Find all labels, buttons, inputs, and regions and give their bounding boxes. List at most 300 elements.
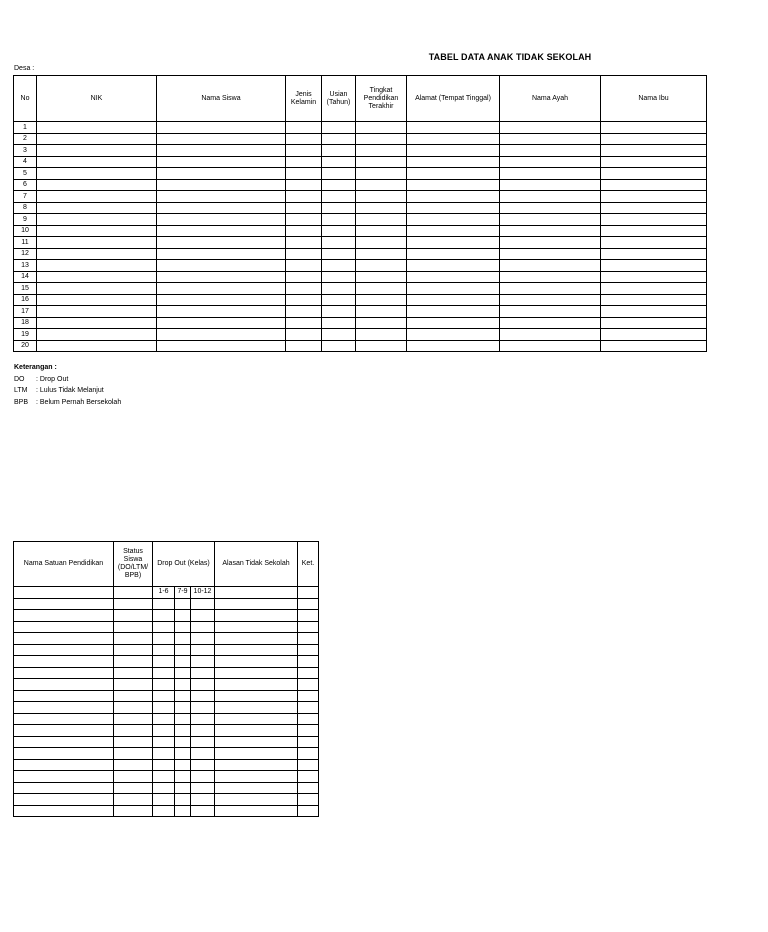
table-cell[interactable] bbox=[322, 145, 356, 157]
table-cell[interactable] bbox=[153, 679, 175, 691]
table-cell[interactable] bbox=[215, 759, 298, 771]
table-cell[interactable] bbox=[14, 771, 114, 783]
table-cell[interactable] bbox=[215, 805, 298, 817]
table-cell[interactable] bbox=[175, 805, 191, 817]
table-cell[interactable] bbox=[157, 329, 286, 341]
table-cell[interactable] bbox=[153, 725, 175, 737]
table-cell[interactable] bbox=[191, 656, 215, 668]
table-cell[interactable] bbox=[14, 702, 114, 714]
table-cell[interactable] bbox=[322, 329, 356, 341]
table-cell[interactable] bbox=[286, 214, 322, 226]
table-cell[interactable] bbox=[298, 725, 319, 737]
table-cell[interactable] bbox=[407, 133, 500, 145]
table-cell[interactable] bbox=[14, 805, 114, 817]
table-cell[interactable] bbox=[215, 782, 298, 794]
table-cell[interactable] bbox=[175, 759, 191, 771]
table-cell[interactable] bbox=[114, 610, 153, 622]
table-cell[interactable] bbox=[157, 283, 286, 295]
table-row bbox=[14, 317, 707, 329]
table-cell[interactable] bbox=[114, 633, 153, 645]
table-cell bbox=[215, 587, 298, 599]
table-cell[interactable] bbox=[153, 702, 175, 714]
table-cell[interactable] bbox=[157, 237, 286, 249]
table-row bbox=[14, 610, 319, 622]
table-cell[interactable] bbox=[114, 771, 153, 783]
table-cell[interactable] bbox=[298, 667, 319, 679]
table-cell[interactable] bbox=[286, 317, 322, 329]
table-cell[interactable] bbox=[175, 794, 191, 806]
table-cell[interactable] bbox=[215, 667, 298, 679]
table-cell[interactable] bbox=[37, 202, 157, 214]
table-cell[interactable] bbox=[37, 271, 157, 283]
table-cell[interactable] bbox=[500, 225, 601, 237]
table-cell[interactable] bbox=[37, 329, 157, 341]
table-cell[interactable] bbox=[191, 598, 215, 610]
table-cell[interactable] bbox=[500, 202, 601, 214]
row-number: 11 bbox=[14, 237, 37, 249]
table-cell[interactable] bbox=[14, 598, 114, 610]
table-cell[interactable] bbox=[114, 702, 153, 714]
table-cell[interactable] bbox=[298, 759, 319, 771]
table-cell[interactable] bbox=[601, 260, 707, 272]
table-cell[interactable] bbox=[14, 644, 114, 656]
table-cell[interactable] bbox=[114, 667, 153, 679]
table-cell[interactable] bbox=[286, 145, 322, 157]
table-cell[interactable] bbox=[191, 644, 215, 656]
table-cell[interactable] bbox=[37, 191, 157, 203]
table-cell[interactable] bbox=[114, 656, 153, 668]
table-cell[interactable] bbox=[37, 214, 157, 226]
table-cell[interactable] bbox=[322, 122, 356, 134]
table-cell[interactable] bbox=[157, 306, 286, 318]
table-cell[interactable] bbox=[37, 237, 157, 249]
table-cell[interactable] bbox=[500, 260, 601, 272]
table-cell[interactable] bbox=[298, 736, 319, 748]
table-cell[interactable] bbox=[500, 271, 601, 283]
table-cell[interactable] bbox=[114, 725, 153, 737]
table-cell[interactable] bbox=[322, 340, 356, 352]
table-cell[interactable] bbox=[322, 133, 356, 145]
table-cell[interactable] bbox=[215, 610, 298, 622]
table-cell[interactable] bbox=[157, 225, 286, 237]
table-cell[interactable] bbox=[37, 283, 157, 295]
table-cell[interactable] bbox=[215, 690, 298, 702]
table-cell[interactable] bbox=[215, 725, 298, 737]
table-cell[interactable] bbox=[157, 133, 286, 145]
table-cell[interactable] bbox=[37, 156, 157, 168]
table-cell[interactable] bbox=[153, 713, 175, 725]
table-cell[interactable] bbox=[286, 133, 322, 145]
table-cell[interactable] bbox=[114, 644, 153, 656]
table-cell[interactable] bbox=[500, 283, 601, 295]
table-cell[interactable] bbox=[153, 610, 175, 622]
table-cell[interactable] bbox=[500, 294, 601, 306]
table-cell[interactable] bbox=[298, 805, 319, 817]
table-cell[interactable] bbox=[14, 690, 114, 702]
table-cell[interactable] bbox=[298, 782, 319, 794]
table-cell[interactable] bbox=[14, 679, 114, 691]
table-cell[interactable] bbox=[500, 122, 601, 134]
table-cell[interactable] bbox=[114, 598, 153, 610]
table-cell[interactable] bbox=[153, 633, 175, 645]
table-cell[interactable] bbox=[322, 225, 356, 237]
table-cell[interactable] bbox=[215, 679, 298, 691]
table-cell[interactable] bbox=[157, 191, 286, 203]
table-cell[interactable] bbox=[37, 225, 157, 237]
table-cell[interactable] bbox=[175, 748, 191, 760]
table-cell[interactable] bbox=[601, 306, 707, 318]
table-cell[interactable] bbox=[37, 340, 157, 352]
table-cell[interactable] bbox=[175, 771, 191, 783]
table-cell[interactable] bbox=[157, 156, 286, 168]
table-cell[interactable] bbox=[322, 237, 356, 249]
table-cell[interactable] bbox=[286, 283, 322, 295]
table-cell[interactable] bbox=[114, 794, 153, 806]
table-cell[interactable] bbox=[153, 598, 175, 610]
table-cell[interactable] bbox=[153, 771, 175, 783]
table-cell[interactable] bbox=[601, 122, 707, 134]
table-cell[interactable] bbox=[407, 237, 500, 249]
table-cell[interactable] bbox=[500, 168, 601, 180]
table-cell[interactable] bbox=[37, 306, 157, 318]
table-cell[interactable] bbox=[215, 598, 298, 610]
table-cell[interactable] bbox=[407, 202, 500, 214]
table-cell[interactable] bbox=[153, 759, 175, 771]
table-cell[interactable] bbox=[407, 156, 500, 168]
table-cell[interactable] bbox=[286, 340, 322, 352]
table-cell[interactable] bbox=[157, 248, 286, 260]
table-cell[interactable] bbox=[286, 122, 322, 134]
table-cell[interactable] bbox=[37, 133, 157, 145]
row-number: 4 bbox=[14, 156, 37, 168]
table-cell[interactable] bbox=[114, 748, 153, 760]
table-cell[interactable] bbox=[157, 214, 286, 226]
table-cell[interactable] bbox=[175, 725, 191, 737]
table-cell[interactable] bbox=[153, 656, 175, 668]
table-cell[interactable] bbox=[407, 122, 500, 134]
table-cell[interactable] bbox=[407, 145, 500, 157]
table-cell[interactable] bbox=[356, 271, 407, 283]
table-cell[interactable] bbox=[175, 736, 191, 748]
table-cell[interactable] bbox=[175, 667, 191, 679]
table-cell[interactable] bbox=[356, 122, 407, 134]
table-cell[interactable] bbox=[37, 260, 157, 272]
table-cell[interactable] bbox=[114, 805, 153, 817]
table-cell[interactable] bbox=[356, 191, 407, 203]
table-cell[interactable] bbox=[215, 621, 298, 633]
table-cell[interactable] bbox=[407, 179, 500, 191]
table-cell[interactable] bbox=[286, 306, 322, 318]
table-cell[interactable] bbox=[500, 133, 601, 145]
table-cell[interactable] bbox=[153, 667, 175, 679]
table-cell[interactable] bbox=[191, 759, 215, 771]
table-cell[interactable] bbox=[215, 644, 298, 656]
table-cell[interactable] bbox=[153, 805, 175, 817]
table-cell[interactable] bbox=[14, 633, 114, 645]
table-cell[interactable] bbox=[356, 248, 407, 260]
table-cell[interactable] bbox=[175, 713, 191, 725]
table-cell[interactable] bbox=[601, 340, 707, 352]
table-cell[interactable] bbox=[153, 736, 175, 748]
table-cell[interactable] bbox=[298, 690, 319, 702]
table-cell[interactable] bbox=[407, 260, 500, 272]
table-cell[interactable] bbox=[191, 690, 215, 702]
table-cell[interactable] bbox=[601, 168, 707, 180]
table-cell[interactable] bbox=[407, 294, 500, 306]
table-cell[interactable] bbox=[14, 736, 114, 748]
table-cell[interactable] bbox=[157, 317, 286, 329]
table-cell[interactable] bbox=[356, 156, 407, 168]
table-cell[interactable] bbox=[153, 782, 175, 794]
table-cell[interactable] bbox=[157, 202, 286, 214]
table-cell[interactable] bbox=[286, 156, 322, 168]
table-cell[interactable] bbox=[286, 294, 322, 306]
table-cell[interactable] bbox=[157, 271, 286, 283]
table-cell[interactable] bbox=[356, 214, 407, 226]
table-cell[interactable] bbox=[298, 702, 319, 714]
table-cell[interactable] bbox=[500, 317, 601, 329]
table-cell[interactable] bbox=[286, 329, 322, 341]
table-cell[interactable] bbox=[356, 145, 407, 157]
table-cell[interactable] bbox=[175, 633, 191, 645]
table-cell[interactable] bbox=[215, 794, 298, 806]
table-cell[interactable] bbox=[601, 202, 707, 214]
table-cell[interactable] bbox=[14, 621, 114, 633]
table-cell[interactable] bbox=[175, 702, 191, 714]
table-cell[interactable] bbox=[215, 702, 298, 714]
table-cell[interactable] bbox=[14, 725, 114, 737]
table-cell[interactable] bbox=[14, 667, 114, 679]
table-cell[interactable] bbox=[322, 271, 356, 283]
table-cell[interactable] bbox=[215, 736, 298, 748]
table-cell[interactable] bbox=[356, 237, 407, 249]
table-cell[interactable] bbox=[191, 771, 215, 783]
table-cell[interactable] bbox=[500, 179, 601, 191]
table-cell[interactable] bbox=[322, 317, 356, 329]
table-cell[interactable] bbox=[322, 260, 356, 272]
table-cell[interactable] bbox=[114, 690, 153, 702]
table-cell[interactable] bbox=[191, 702, 215, 714]
table-cell[interactable] bbox=[407, 248, 500, 260]
table-cell[interactable] bbox=[191, 713, 215, 725]
table-cell[interactable] bbox=[407, 225, 500, 237]
table-cell[interactable] bbox=[407, 283, 500, 295]
table-cell[interactable] bbox=[37, 317, 157, 329]
table-cell[interactable] bbox=[37, 248, 157, 260]
table-cell[interactable] bbox=[601, 133, 707, 145]
table-cell[interactable] bbox=[500, 329, 601, 341]
table-cell[interactable] bbox=[322, 306, 356, 318]
table-cell[interactable] bbox=[191, 667, 215, 679]
table-cell[interactable] bbox=[601, 191, 707, 203]
table-cell[interactable] bbox=[601, 283, 707, 295]
table-cell[interactable] bbox=[175, 782, 191, 794]
table-cell[interactable] bbox=[298, 621, 319, 633]
table-cell[interactable] bbox=[286, 260, 322, 272]
table-cell[interactable] bbox=[153, 690, 175, 702]
table-cell[interactable] bbox=[298, 644, 319, 656]
table-cell[interactable] bbox=[37, 179, 157, 191]
table-cell[interactable] bbox=[114, 621, 153, 633]
table-cell[interactable] bbox=[500, 191, 601, 203]
table-cell[interactable] bbox=[215, 713, 298, 725]
table-cell[interactable] bbox=[175, 656, 191, 668]
table-cell[interactable] bbox=[14, 713, 114, 725]
table-cell[interactable] bbox=[191, 633, 215, 645]
table-cell[interactable] bbox=[500, 306, 601, 318]
table-cell[interactable] bbox=[191, 679, 215, 691]
table-cell[interactable] bbox=[298, 794, 319, 806]
table-cell[interactable] bbox=[14, 656, 114, 668]
table-cell[interactable] bbox=[157, 168, 286, 180]
table-cell[interactable] bbox=[356, 260, 407, 272]
table-cell[interactable] bbox=[356, 168, 407, 180]
table-cell[interactable] bbox=[175, 610, 191, 622]
table-cell[interactable] bbox=[191, 725, 215, 737]
table-cell[interactable] bbox=[298, 610, 319, 622]
table-cell[interactable] bbox=[601, 179, 707, 191]
table-cell[interactable] bbox=[322, 248, 356, 260]
table-cell[interactable] bbox=[356, 340, 407, 352]
table-cell[interactable] bbox=[215, 748, 298, 760]
table-cell[interactable] bbox=[356, 133, 407, 145]
table-cell[interactable] bbox=[175, 679, 191, 691]
table-cell[interactable] bbox=[153, 794, 175, 806]
table-cell[interactable] bbox=[407, 168, 500, 180]
table-cell[interactable] bbox=[114, 713, 153, 725]
table-cell[interactable] bbox=[601, 248, 707, 260]
table-cell[interactable] bbox=[298, 633, 319, 645]
table-cell[interactable] bbox=[286, 168, 322, 180]
table-cell[interactable] bbox=[298, 771, 319, 783]
table-cell[interactable] bbox=[356, 225, 407, 237]
table-cell[interactable] bbox=[153, 748, 175, 760]
table-cell[interactable] bbox=[322, 294, 356, 306]
table-cell[interactable] bbox=[286, 271, 322, 283]
table-cell[interactable] bbox=[356, 306, 407, 318]
table-cell[interactable] bbox=[298, 748, 319, 760]
table-cell[interactable] bbox=[114, 736, 153, 748]
table-cell[interactable] bbox=[191, 782, 215, 794]
table-cell[interactable] bbox=[286, 191, 322, 203]
table-cell[interactable] bbox=[37, 145, 157, 157]
table-cell[interactable] bbox=[356, 202, 407, 214]
table-cell[interactable] bbox=[175, 690, 191, 702]
table-cell[interactable] bbox=[215, 771, 298, 783]
table-cell[interactable] bbox=[37, 168, 157, 180]
table-cell[interactable] bbox=[407, 271, 500, 283]
table-cell[interactable] bbox=[601, 237, 707, 249]
table-cell[interactable] bbox=[153, 644, 175, 656]
table-cell[interactable] bbox=[500, 156, 601, 168]
table-cell[interactable] bbox=[114, 782, 153, 794]
table-cell[interactable] bbox=[407, 317, 500, 329]
table-cell[interactable] bbox=[500, 145, 601, 157]
table-cell[interactable] bbox=[114, 679, 153, 691]
table-cell[interactable] bbox=[356, 283, 407, 295]
table-cell[interactable] bbox=[157, 122, 286, 134]
table-cell[interactable] bbox=[215, 656, 298, 668]
table-cell[interactable] bbox=[322, 156, 356, 168]
table-cell[interactable] bbox=[157, 340, 286, 352]
table-cell[interactable] bbox=[114, 759, 153, 771]
table-cell[interactable] bbox=[191, 610, 215, 622]
table-cell[interactable] bbox=[407, 329, 500, 341]
table-cell[interactable] bbox=[286, 225, 322, 237]
table-cell[interactable] bbox=[407, 191, 500, 203]
table-cell[interactable] bbox=[601, 145, 707, 157]
table-cell[interactable] bbox=[191, 621, 215, 633]
table-cell[interactable] bbox=[601, 294, 707, 306]
table-cell[interactable] bbox=[157, 260, 286, 272]
table-cell[interactable] bbox=[14, 759, 114, 771]
table-cell[interactable] bbox=[322, 191, 356, 203]
table-cell[interactable] bbox=[14, 794, 114, 806]
table-cell[interactable] bbox=[298, 713, 319, 725]
table-cell[interactable] bbox=[175, 621, 191, 633]
table-cell[interactable] bbox=[322, 202, 356, 214]
table-cell[interactable] bbox=[407, 214, 500, 226]
table-cell[interactable] bbox=[500, 237, 601, 249]
table-cell[interactable] bbox=[37, 294, 157, 306]
table-cell[interactable] bbox=[175, 644, 191, 656]
table-cell[interactable] bbox=[286, 179, 322, 191]
table-cell[interactable] bbox=[298, 598, 319, 610]
header-nama-ibu: Nama Ibu bbox=[601, 76, 707, 122]
table-cell[interactable] bbox=[298, 656, 319, 668]
table-cell[interactable] bbox=[286, 237, 322, 249]
table-cell[interactable] bbox=[191, 805, 215, 817]
table-cell[interactable] bbox=[500, 214, 601, 226]
table-cell[interactable] bbox=[500, 248, 601, 260]
table-cell[interactable] bbox=[601, 271, 707, 283]
table-cell[interactable] bbox=[14, 610, 114, 622]
table-cell[interactable] bbox=[191, 748, 215, 760]
table-cell[interactable] bbox=[298, 679, 319, 691]
table-cell[interactable] bbox=[157, 179, 286, 191]
table-cell[interactable] bbox=[407, 340, 500, 352]
table-cell[interactable] bbox=[407, 306, 500, 318]
table-cell[interactable] bbox=[322, 283, 356, 295]
table-cell[interactable] bbox=[356, 294, 407, 306]
table-cell[interactable] bbox=[322, 214, 356, 226]
table-cell[interactable] bbox=[601, 329, 707, 341]
table-cell[interactable] bbox=[356, 317, 407, 329]
table-cell[interactable] bbox=[356, 329, 407, 341]
table-cell[interactable] bbox=[286, 202, 322, 214]
table-cell[interactable] bbox=[153, 621, 175, 633]
table-cell[interactable] bbox=[286, 248, 322, 260]
table-cell[interactable] bbox=[500, 340, 601, 352]
table-cell[interactable] bbox=[157, 294, 286, 306]
table-cell[interactable] bbox=[175, 598, 191, 610]
table-row bbox=[14, 271, 707, 283]
table-cell[interactable] bbox=[322, 168, 356, 180]
table-cell[interactable] bbox=[191, 736, 215, 748]
table-cell[interactable] bbox=[601, 225, 707, 237]
table-cell[interactable] bbox=[157, 145, 286, 157]
table-cell[interactable] bbox=[215, 633, 298, 645]
table-cell[interactable] bbox=[322, 179, 356, 191]
table-cell[interactable] bbox=[14, 782, 114, 794]
table-cell[interactable] bbox=[14, 748, 114, 760]
table-cell[interactable] bbox=[601, 317, 707, 329]
table-cell[interactable] bbox=[37, 122, 157, 134]
table-cell[interactable] bbox=[601, 156, 707, 168]
table-cell[interactable] bbox=[356, 179, 407, 191]
table-cell[interactable] bbox=[601, 214, 707, 226]
table-cell[interactable] bbox=[191, 794, 215, 806]
